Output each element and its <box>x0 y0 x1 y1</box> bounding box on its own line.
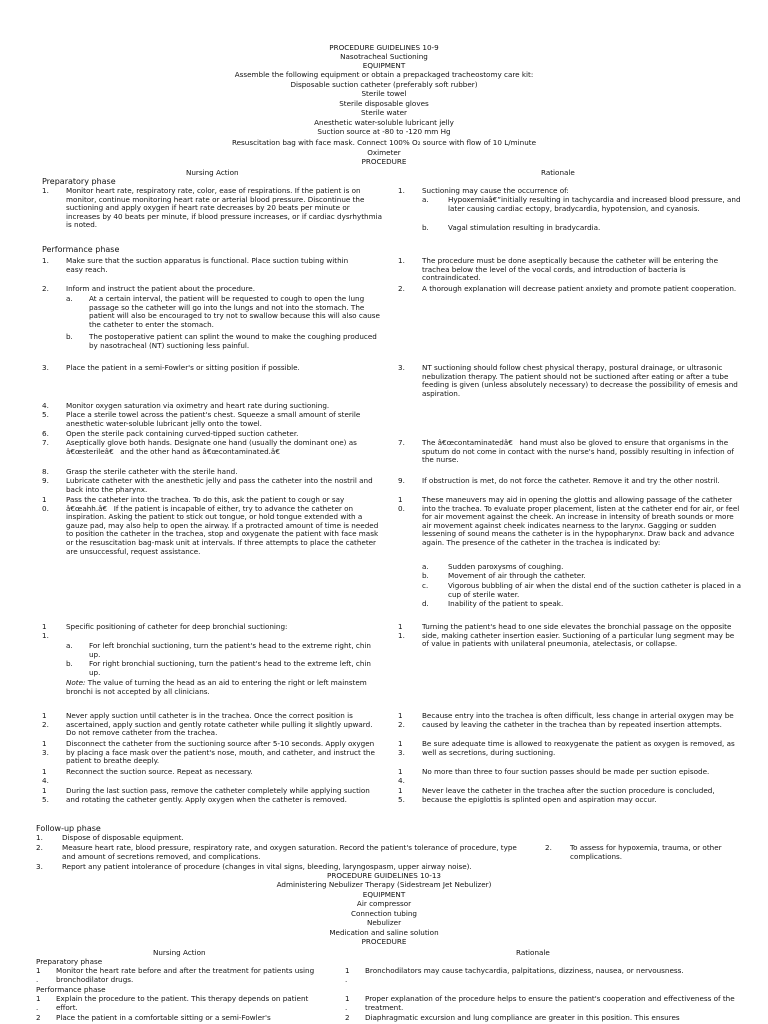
step-number: 2. <box>545 843 552 852</box>
step-number: 1 2. <box>42 711 49 729</box>
equipment-heading: EQUIPMENT <box>362 61 406 70</box>
rationale-step: Turning the patient's head to one side elevates the bronchial passage on the opposite side, making catheter insertion easier. Suctioning of a particular lung segment may be of value in patients with unilateral pneumonia, atelectasis, or collapse. <box>422 622 735 649</box>
followup-rationale: To assess for hypoxemia, trauma, or other complications. <box>570 843 722 861</box>
sub-step-letter: a. <box>422 195 429 204</box>
followup-step: Report any patient intolerance of procedure (changes in vital signs, bleeding, laryngospasm, upper airway noise). <box>62 862 472 871</box>
step-number: 6. <box>42 429 49 438</box>
step-number: 1. <box>42 256 49 265</box>
rationale-step: The procedure must be done aseptically because the catheter will be entering the trachea below the level of the vocal cords, and introduction of bacteria is contraindicated. <box>422 256 718 283</box>
step-number: 2. <box>36 843 43 852</box>
step-number: 2. <box>398 284 405 293</box>
nursing-action-sub-step: For right bronchial suctioning, turn the patient's head to the extreme left, chin up. <box>89 659 371 677</box>
procedure-heading: PROCEDURE <box>361 157 407 166</box>
equipment-item: Air compressor <box>356 899 412 908</box>
procedure-title-2: PROCEDURE GUIDELINES 10-13 <box>327 871 441 880</box>
rationale-step: If obstruction is met, do not force the catheter. Remove it and try the other nostril. <box>422 476 720 485</box>
step-number: 2 <box>345 1013 350 1022</box>
equipment-item: Nebulizer <box>366 918 402 927</box>
step-number: 2. <box>42 284 49 293</box>
sub-step-letter: d. <box>422 599 429 608</box>
step-number: 2 <box>36 1013 41 1022</box>
nursing-action-step: Place the patient in a comfortable sitting or a semi-Fowler's <box>56 1013 271 1022</box>
nursing-action-step: Specific positioning of catheter for deep bronchial suctioning: <box>66 622 288 631</box>
nursing-action-step: Open the sterile pack containing curved-tipped suction catheter. <box>66 429 299 438</box>
equipment-item: Anesthetic water-soluble lubricant jelly <box>314 118 454 127</box>
step-number: 7. <box>42 438 49 447</box>
column-header-nursing-action: Nursing Action <box>186 168 239 177</box>
nursing-action-step: Never apply suction until catheter is in the trachea. Once the correct position is ascertained, apply suction and gently rotate catheter while pulling it slightly upward. Do not remove catheter from the trachea. <box>66 711 373 738</box>
rationale-step: The â€œcontaminatedâ€ hand must also be gloved to ensure that organisms in the sputum do not come in contact with the nurse's hand, possibly resulting in infection of the nurse. <box>422 438 734 465</box>
rationale-step: No more than three to four suction passes should be made per suction episode. <box>422 767 710 776</box>
rationale-step: Because entry into the trachea is often difficult, less change in arterial oxygen may be caused by leaving the catheter in the trachea than by repeated insertion attempts. <box>422 711 734 729</box>
rationale-step: These maneuvers may aid in opening the glottis and allowing passage of the catheter into the trachea. To evaluate proper placement, listen at the catheter end for air, or feel for air movement against the cheek. An increase in intensity of breath sounds or more air movement against cheek indicates nearness to the larynx. Gagging or sudden lessening of sound means the catheter is in the hypopharynx. Draw back and advance again. The presence of the catheter in the trachea is indicated by: <box>422 495 740 547</box>
step-number: 1 2. <box>398 711 405 729</box>
step-number: 1 . <box>345 966 350 984</box>
step-number: 9. <box>42 476 49 485</box>
rationale-step: Bronchodilators may cause tachycardia, palpitations, dizziness, nausea, or nervousness. <box>365 966 684 975</box>
phase-heading-preparatory-2: Preparatory phase <box>36 957 103 966</box>
rationale-sub-step: Vigorous bubbling of air when the distal end of the suction catheter is placed in a cup of sterile water. <box>448 581 742 599</box>
step-number: 1 4. <box>398 767 405 785</box>
sub-step-letter: b. <box>422 571 429 580</box>
step-number: 3. <box>398 363 405 372</box>
sub-step-letter: a. <box>66 294 73 303</box>
step-number: 1 0. <box>398 495 405 513</box>
step-number: 7. <box>398 438 405 447</box>
nursing-action-step: Place a sterile towel across the patient's chest. Squeeze a small amount of sterile anesthetic water-soluble lubricant jelly onto the towel. <box>66 410 361 428</box>
step-number: 4. <box>42 401 49 410</box>
rationale-step: Suctioning may cause the occurrence of: <box>422 186 569 195</box>
equipment-item: Disposable suction catheter (preferably soft rubber) <box>290 80 478 89</box>
rationale-sub-step: Sudden paroxysms of coughing. <box>448 562 564 571</box>
column-header-rationale: Rationale <box>516 948 550 957</box>
step-number: 8. <box>42 467 49 476</box>
equipment-item: Sterile disposable gloves <box>339 99 429 108</box>
phase-heading-performance-2: Performance phase <box>36 985 106 994</box>
step-number: 1 5. <box>398 786 405 804</box>
phase-heading-preparatory: Preparatory phase <box>42 177 116 186</box>
equipment-item: Oximeter <box>367 148 401 157</box>
equipment-intro: Assemble the following equipment or obtain a prepackaged tracheostomy care kit: <box>234 70 534 79</box>
nursing-action-step: Aseptically glove both hands. Designate one hand (usually the dominant one) as â€œsterileâ€ and the other hand as â€œcontaminated.â€ <box>66 438 357 456</box>
sub-step-letter: c. <box>422 581 429 590</box>
equipment-heading-2: EQUIPMENT <box>362 890 406 899</box>
step-number: 3. <box>42 363 49 372</box>
rationale-step: NT suctioning should follow chest physical therapy, postural drainage, or ultrasonic nebulization therapy. The patient should not be suctioned after eating or after a tube feeding is given (unless absolutely necessary) to decrease the possibility of emesis and aspiration. <box>422 363 738 398</box>
sub-step-letter: a. <box>66 641 73 650</box>
rationale-sub-step: Vagal stimulation resulting in bradycardia. <box>448 223 601 232</box>
equipment-item: Sterile water <box>361 108 407 117</box>
sub-step-letter: b. <box>422 223 429 232</box>
step-number: 1 . <box>36 994 41 1012</box>
procedure-subtitle-2: Administering Nebulizer Therapy (Sidestream Jet Nebulizer) <box>276 880 492 889</box>
nursing-action-sub-step: The postoperative patient can splint the wound to make the coughing produced by nasotracheal (NT) suctioning less painful. <box>89 332 377 350</box>
nursing-action-step: Explain the procedure to the patient. This therapy depends on patient effort. <box>56 994 309 1012</box>
nursing-action-step: During the last suction pass, remove the catheter completely while applying suction and rotating the catheter gently. Apply oxygen when the catheter is removed. <box>66 786 370 804</box>
step-number: 1. <box>42 186 49 195</box>
equipment-item: Medication and saline solution <box>329 928 439 937</box>
nursing-action-step: Pass the catheter into the trachea. To do this, ask the patient to cough or say â€œahh.â€ If the patient is incapable of either, try to advance the catheter on inspiration. Asking the patient to stick out tongue, or hold tongue extended with a gauze pad, may also help to open the airway. If a protracted amount of time is needed to position the catheter in the trachea, stop and oxygenate the patient with face mask or the resuscitation bag-mask unit at intervals. If three attempts to place the catheter are unsuccessful, request assistance. <box>66 495 379 556</box>
step-number: 1 1. <box>398 622 405 640</box>
step-number: 1. <box>398 256 405 265</box>
rationale-step: Proper explanation of the procedure helps to ensure the patient's cooperation and effectiveness of the treatment. <box>365 994 735 1012</box>
procedure-subtitle: Nasotracheal Suctioning <box>340 52 428 61</box>
procedure-heading-2: PROCEDURE <box>361 937 407 946</box>
nursing-action-step: Inform and instruct the patient about the procedure. <box>66 284 256 293</box>
note <box>66 679 384 696</box>
step-number: 1 3. <box>398 739 405 757</box>
step-number: 1 0. <box>42 495 49 513</box>
phase-heading-followup: Follow-up phase <box>36 824 101 833</box>
nursing-action-step: Monitor oxygen saturation via oximetry and heart rate during suctioning. <box>66 401 330 410</box>
step-number: 1 . <box>345 994 350 1012</box>
step-number: 1 1. <box>42 622 49 640</box>
step-number: 1 3. <box>42 739 49 757</box>
rationale-sub-step: Movement of air through the catheter. <box>448 571 586 580</box>
nursing-action-step: Make sure that the suction apparatus is functional. Place suction tubing within easy reach. <box>66 256 349 274</box>
rationale-sub-step: Hypoxemiaâ€”initially resulting in tachycardia and increased blood pressure, and later causing cardiac ectopy, bradycardia, hypotension, and cyanosis. <box>448 195 741 213</box>
rationale-sub-step: Inability of the patient to speak. <box>448 599 564 608</box>
step-number: 1 4. <box>42 767 49 785</box>
nursing-action-step: Grasp the sterile catheter with the sterile hand. <box>66 467 238 476</box>
rationale-step: A thorough explanation will decrease patient anxiety and promote patient cooperation. <box>422 284 737 293</box>
followup-step: Dispose of disposable equipment. <box>62 833 184 842</box>
nursing-action-step: Monitor the heart rate before and after the treatment for patients using bronchodilator drugs. <box>56 966 315 984</box>
equipment-item: Suction source at -80 to -120 mm Hg <box>317 127 451 136</box>
nursing-action-step: Disconnect the catheter from the suctioning source after 5-10 seconds. Apply oxygen by placing a face mask over the patient's nose, mouth, and catheter, and instruct the patient to breathe deeply. <box>66 739 375 766</box>
nursing-action-step: Place the patient in a semi-Fowler's or sitting position if possible. <box>66 363 300 372</box>
nursing-action-sub-step: For left bronchial suctioning, turn the patient's head to the extreme right, chin up. <box>89 641 371 659</box>
step-number: 1 . <box>36 966 41 984</box>
sub-step-letter: b. <box>66 659 73 668</box>
followup-step: Measure heart rate, blood pressure, respiratory rate, and oxygen saturation. Record the patient's tolerance of procedure, type and amount of secretions removed, and complications. <box>62 843 517 861</box>
nursing-action-step: Lubricate catheter with the anesthetic jelly and pass the catheter into the nostril and back into the pharynx. <box>66 476 373 494</box>
sub-step-letter: a. <box>422 562 429 571</box>
step-number: 5. <box>42 410 49 419</box>
step-number: 9. <box>398 476 405 485</box>
equipment-item: Connection tubing <box>350 909 417 918</box>
step-number: 3. <box>36 862 43 871</box>
equipment-item: Sterile towel <box>361 89 407 98</box>
equipment-item: Resuscitation bag with face mask. Connect 100% O₂ source with flow of 10 L/minute <box>231 138 537 147</box>
note-label: Note: <box>66 678 86 687</box>
nursing-action-step: Monitor heart rate, respiratory rate, color, ease of respirations. If the patient is on monitor, continue monitoring heart rate or arterial blood pressure. Discontinue the suctioning and apply oxygen if heart rate decreases by 20 beats per minute or increases by 40 beats per minute, if blood pressure increases, or if cardiac dysrhythmia is noted. <box>66 186 382 230</box>
nursing-action-step: Reconnect the suction source. Repeat as necessary. <box>66 767 253 776</box>
procedure-title: PROCEDURE GUIDELINES 10-9 <box>329 43 439 52</box>
rationale-step: Be sure adequate time is allowed to reoxygenate the patient as oxygen is removed, as well as secretions, during suctioning. <box>422 739 735 757</box>
step-number: 1. <box>36 833 43 842</box>
column-header-nursing-action: Nursing Action <box>153 948 206 957</box>
phase-heading-performance: Performance phase <box>42 245 120 254</box>
step-number: 1 5. <box>42 786 49 804</box>
column-header-rationale: Rationale <box>541 168 575 177</box>
step-number: 1. <box>398 186 405 195</box>
rationale-step: Diaphragmatic excursion and lung compliance are greater in this position. This ensures <box>365 1013 680 1022</box>
sub-step-letter: b. <box>66 332 73 341</box>
note-text: The value of turning the head as an aid to entering the right or left mainstem bronchi is not accepted by all clinicians. <box>66 678 367 696</box>
rationale-step: Never leave the catheter in the trachea after the suction procedure is concluded, because the epiglottis is splinted open and aspiration may occur. <box>422 786 715 804</box>
nursing-action-sub-step: At a certain interval, the patient will be requested to cough to open the lung passage so the catheter will go into the lungs and not into the stomach. The patient will also be encouraged to try not to swallow because this will also cause the catheter to enter the stomach. <box>89 294 380 329</box>
